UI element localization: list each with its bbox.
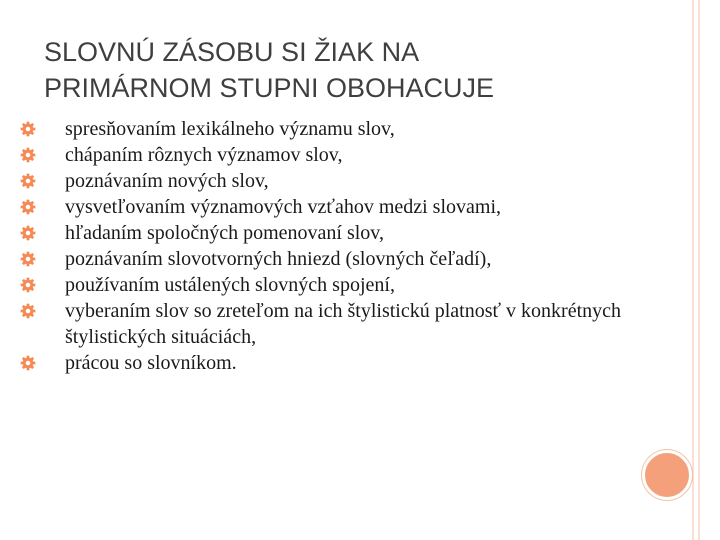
list-item-text: poznávaním slovotvorných hniezd (slovných čeľadí),: [65, 248, 492, 270]
bullet-list: [20, 116, 640, 376]
list-item-text: prácou so slovníkom.: [65, 352, 237, 374]
list-item-text: vyberaním slov so zreteľom na ich štylistickú platnosť v konkrétnych štylistických situáciách,: [65, 300, 622, 348]
list-item: [20, 246, 640, 272]
list-item: [20, 298, 640, 350]
list-item: [20, 142, 640, 168]
list-item-text: chápaním rôznych významov slov,: [65, 144, 343, 166]
list-item-text: hľadaním spoločných pomenovaní slov,: [65, 222, 384, 244]
gear-icon: [20, 251, 36, 267]
list-item: [20, 350, 640, 376]
gear-icon: [20, 277, 36, 293]
list-item: [20, 220, 640, 246]
list-item: [20, 194, 640, 220]
gear-icon: [20, 199, 36, 215]
list-item: [20, 116, 640, 142]
gear-icon: [20, 225, 36, 241]
gear-icon: [20, 173, 36, 189]
decorative-vertical-lines: [690, 0, 702, 540]
gear-icon: [20, 121, 36, 137]
slide-title: [44, 34, 604, 106]
gear-icon: [20, 147, 36, 163]
list-item: [20, 168, 640, 194]
gear-icon: [20, 303, 36, 319]
title-line-1: SLOVNÚ ZÁSOBU SI ŽIAK NA: [44, 37, 420, 67]
list-item-text: vysvetľovaním významových vzťahov medzi slovami,: [65, 196, 502, 218]
list-item: [20, 272, 640, 298]
list-item-text: používaním ustálených slovných spojení,: [65, 274, 395, 296]
title-line-2: PRIMÁRNOM STUPNI OBOHACUJE: [44, 73, 495, 103]
gear-icon: [20, 355, 36, 371]
decorative-circle: [642, 450, 692, 500]
list-item-text: spresňovaním lexikálneho významu slov,: [65, 118, 395, 140]
list-item-text: poznávaním nových slov,: [65, 170, 269, 192]
